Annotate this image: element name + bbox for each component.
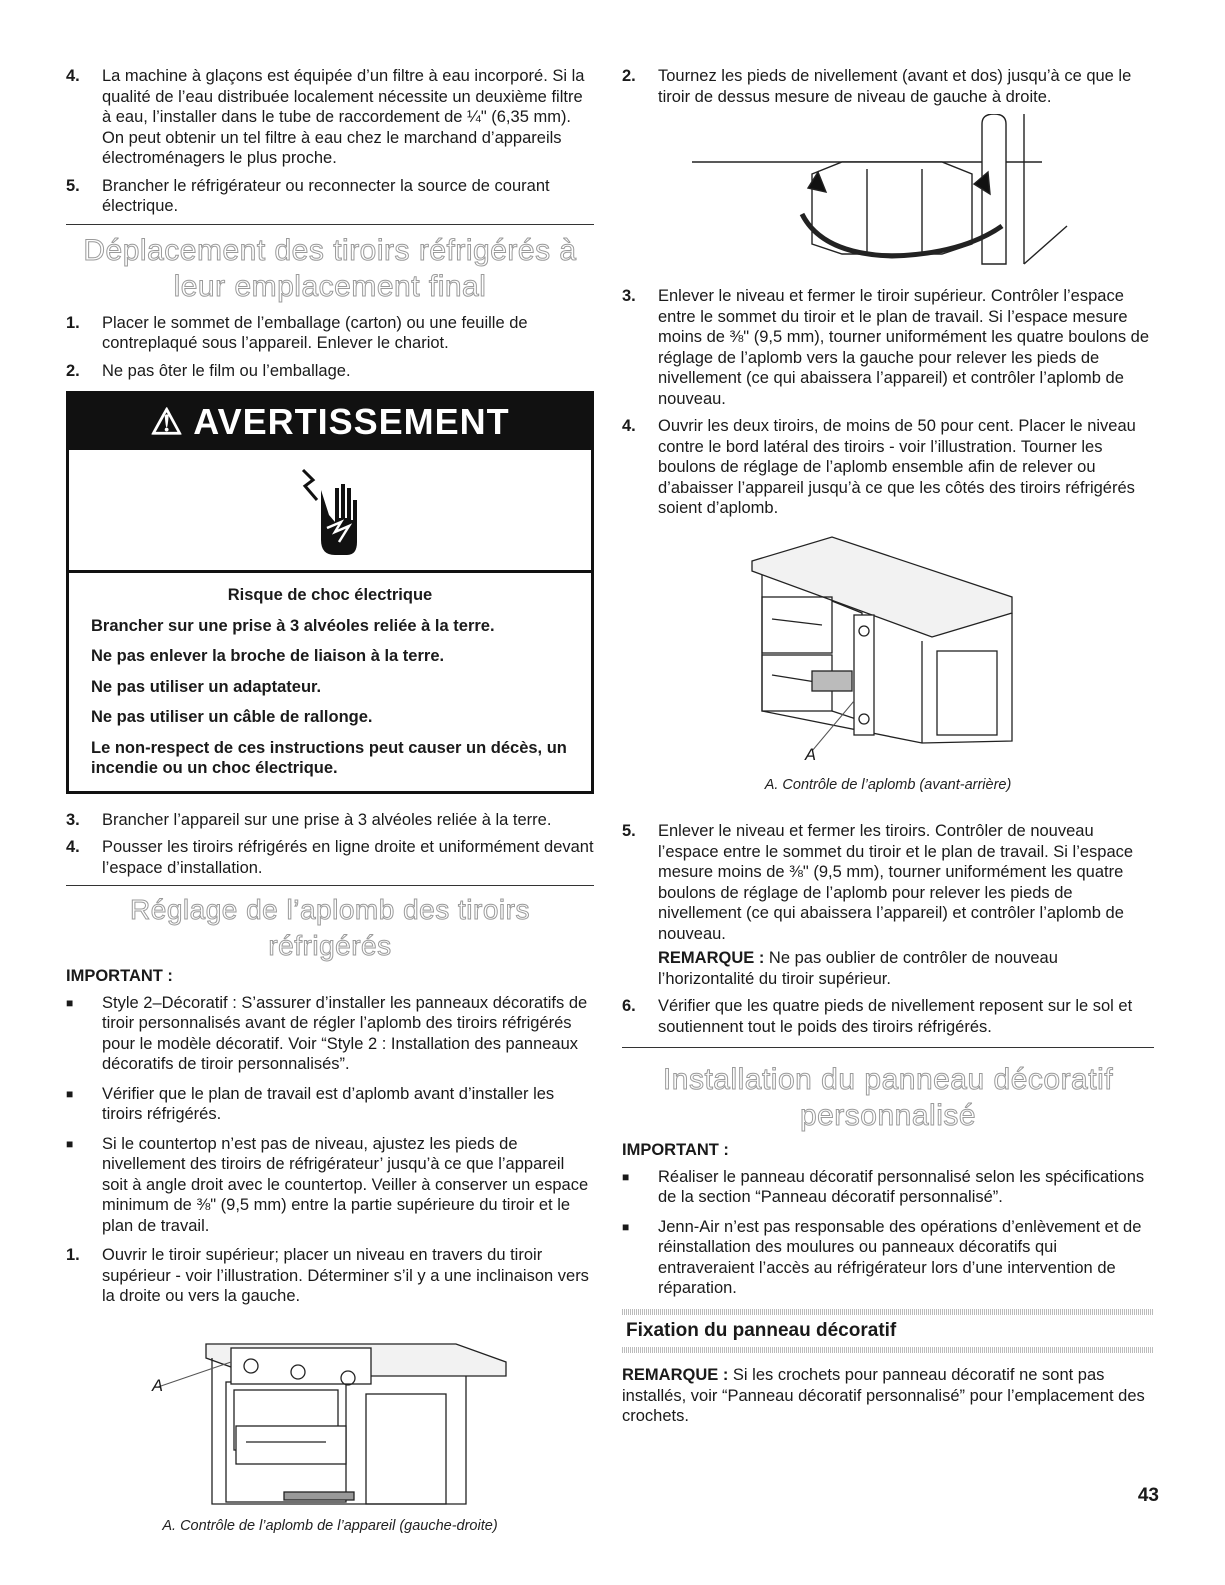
- important-label: IMPORTANT :: [66, 967, 173, 985]
- list-item: ■ Vérifier que le plan de travail est d’aplomb avant d’installer les tiroirs réfrigérés.: [66, 1084, 555, 1123]
- bullet-list: [622, 1167, 1154, 1299]
- figure-label-a: A: [152, 1376, 164, 1395]
- section-title-leveling: Réglage de l’aplomb des tiroirs réfrigérés: [130, 894, 530, 961]
- important-label: IMPORTANT :: [622, 1141, 729, 1159]
- figure-left-right-level: [66, 1314, 594, 1514]
- subsection-header: [622, 1309, 1154, 1354]
- list-item: 4. La machine à glaçons est équipée d’un filtre à eau incorporé. Si la qualité de l’eau distribuée localement nécessite un deuxième filtre à eau, l’installer dans le tube de raccordement de ¼" (6,35 mm). On peut obtenir un tel filtre à eau chez le marchand d’appareils électroménagers le plus proche.: [66, 67, 585, 167]
- warning-header: ⚠ AVERTISSEMENT: [69, 394, 591, 450]
- drawers-level-illustration: [622, 531, 1154, 771]
- list-item: ■ Jenn-Air n’est pas responsable des opérations d’enlèvement et de réinstallation des moulures ou panneaux décoratifs qui entraveraient l’accès au réfrigérateur lors d’une intervention de réparation.: [622, 1217, 1142, 1297]
- divider: [66, 885, 594, 886]
- figure-caption: A. Contrôle de l’aplomb (avant-arrière): [764, 776, 1012, 793]
- warning-triangle-icon: ⚠: [150, 401, 184, 442]
- list-item: ■ Si le countertop n’est pas de niveau, ajustez les pieds de nivellement des tiroirs de réfrigérateur’ jusqu’à ce que l’appareil soit à angle droit avec le countertop. Veiller à conserver un espace minimum de ⅜" (9,5 mm) entre la partie supérieure du tiroir et le plan de travail.: [66, 1134, 589, 1235]
- list-item: 6. Vérifier que les quatre pieds de nivellement reposent sur le sol et soutiennent tout le poids des tiroirs réfrigérés.: [622, 997, 1133, 1036]
- page-number: 43: [1137, 1485, 1159, 1506]
- warning-box: [66, 391, 594, 794]
- figure-front-back-level: [622, 531, 1154, 771]
- list-item: 2. Ne pas ôter le film ou l’emballage.: [66, 361, 351, 380]
- figure-label-a: A: [805, 745, 817, 764]
- right-column: [622, 66, 1154, 1427]
- step-list-a: [66, 66, 594, 217]
- list-item: 2. Tournez les pieds de nivellement (avant et dos) jusqu’à ce que le tiroir de dessus mesure de niveau de gauche à droite.: [622, 67, 1132, 106]
- list-item: 1. Ouvrir le tiroir supérieur; placer un niveau en travers du tiroir supérieur - voir l’illustration. Déterminer s’il y a une inclinaison vers la droite ou vers la gauche.: [66, 1246, 589, 1305]
- list-item: ■ Style 2–Décoratif : S’assurer d’installer les panneaux décoratifs de tiroir personnalisés avant de régler l’aplomb des tiroirs réfrigérés pour le modèle décoratif. Voir “Style 2 : Installation des panneaux décoratifs de tiroir personnalisés”.: [66, 993, 588, 1073]
- left-column: [66, 66, 594, 1536]
- bullet-list: [66, 993, 594, 1237]
- list-item: 4. Pousser les tiroirs réfrigérés en ligne droite et uniformément devant l’espace d’installation.: [66, 838, 594, 877]
- section-title-panel: Installation du panneau décoratif personnalisé: [662, 1063, 1114, 1132]
- subsection-title: Fixation du panneau décoratif: [626, 1319, 897, 1341]
- list-item: 5. Enlever le niveau et fermer les tiroirs. Contrôler de nouveau l’espace entre le sommet du tiroir et le plan de travail. Si l’espace mesure moins de ⅜" (9,5 mm), tourner uniformément les quatre boulons de réglage de l’aplomb pour relever les pieds de nivellement (ce qui abaissera l’appareil) et contrôler l’aplomb de nouveau. REMARQUE : Ne pas oublier de contrôler de nouveau l’horizontalité du tiroir supérieur.: [622, 822, 1134, 988]
- section-title-moving: Déplacement des tiroirs réfrigérés à leur emplacement final: [83, 233, 577, 303]
- cabinet-level-illustration: [66, 1314, 594, 1514]
- divider: [622, 1047, 1154, 1048]
- step-list-c: [66, 810, 594, 879]
- figure-caption: A. Contrôle de l’aplomb de l’appareil (gauche-droite): [162, 1517, 498, 1534]
- list-item: 5. Brancher le réfrigérateur ou reconnecter la source de courant électrique.: [66, 176, 550, 215]
- list-item: 4. Ouvrir les deux tiroirs, de moins de 50 pour cent. Placer le niveau contre le bord latéral des tiroirs - voir l’illustration. Tourner les boulons de réglage de l’aplomb ensemble afin de relever ou d’abaisser l’appareil jusqu’à ce que les côtés des tiroirs réfrigérés soient d’aplomb.: [622, 417, 1136, 517]
- leveling-foot-illustration: [622, 114, 1154, 284]
- remark-paragraph: REMARQUE : Si les crochets pour panneau décoratif ne sont pas installés, voir “Panneau décoratif personnalisé” pour l’emplacement des crochets.: [622, 1366, 1145, 1425]
- step-list-b: [66, 313, 594, 382]
- step-list-b: [622, 286, 1154, 519]
- list-item: ■ Réaliser le panneau décoratif personnalisé selon les spécifications de la section “Panneau décoratif personnalisé”.: [622, 1167, 1145, 1206]
- electric-shock-icon: [69, 450, 591, 573]
- warning-body: Risque de choc électrique Brancher sur une prise à 3 alvéoles reliée à la terre. Ne pas enlever la broche de liaison à la terre. Ne pas utiliser un adaptateur. Ne pas utiliser un câble de rallonge. Le non-respect de ces instructions peut causer un décès, un incendie ou un choc électrique.: [91, 586, 567, 777]
- list-item: 3. Brancher l’appareil sur une prise à 3 alvéoles reliée à la terre.: [66, 810, 552, 829]
- divider: [66, 224, 594, 225]
- list-item: 3. Enlever le niveau et fermer le tiroir supérieur. Contrôler l’espace entre le sommet du tiroir et le plan de travail. Si l’espace mesure moins de ⅜" (9,5 mm), tourner uniformément les quatre boulons de réglage de l’aplomb vers la gauche pour relever les pieds de nivellement (ce qui abaissera l’appareil) et contrôler l’aplomb de nouveau.: [622, 287, 1150, 408]
- list-item: 1. Placer le sommet de l’emballage (carton) ou une feuille de contreplaqué sous l’appareil. Enlever le chariot.: [66, 313, 528, 352]
